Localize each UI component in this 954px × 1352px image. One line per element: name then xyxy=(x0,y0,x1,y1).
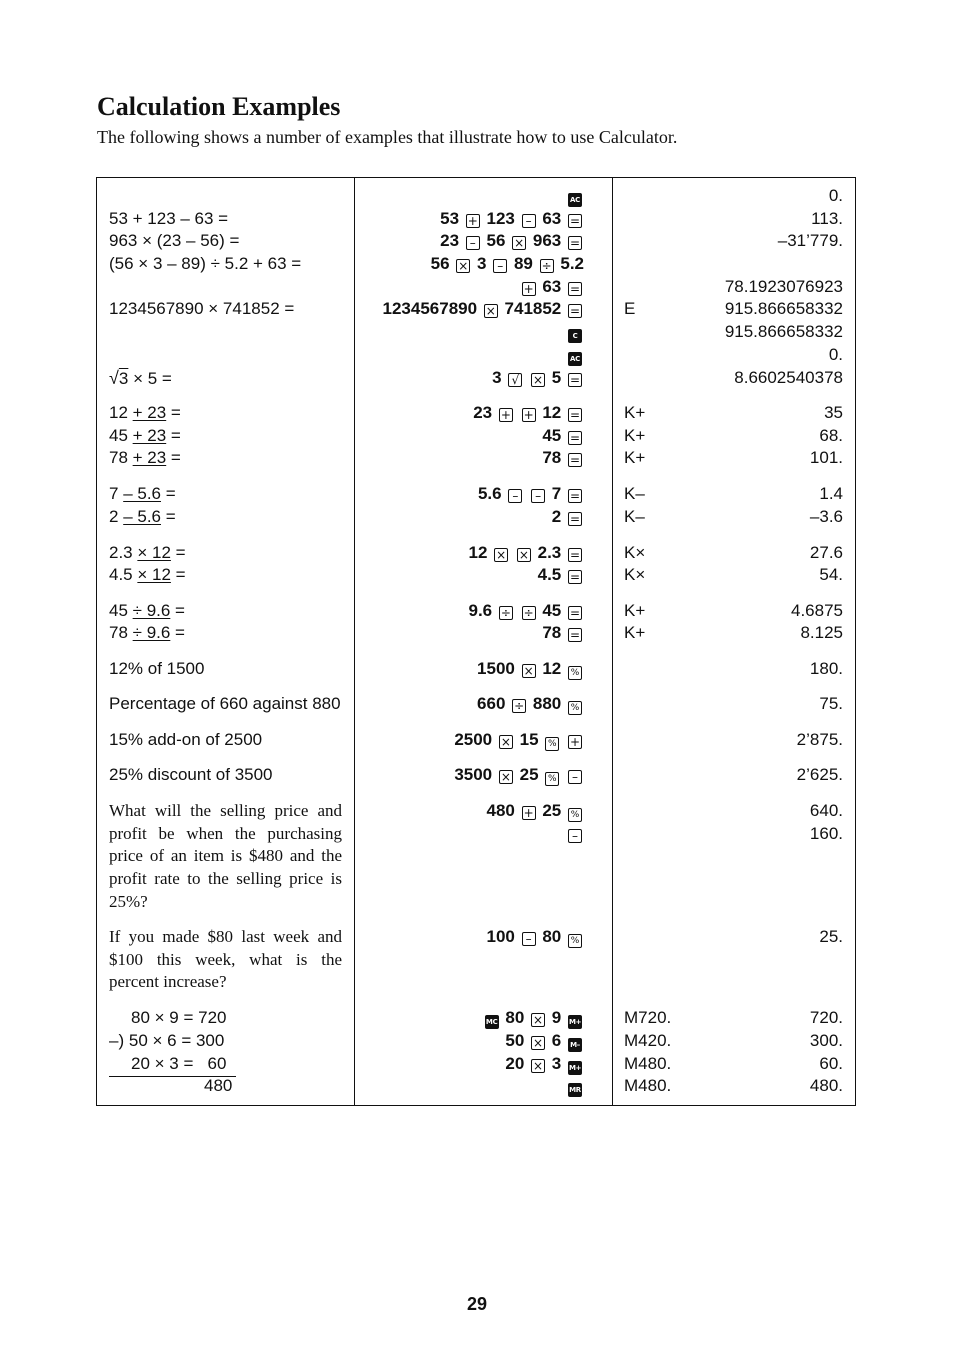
times-key-icon: × xyxy=(533,1013,544,1027)
examples-table xyxy=(96,177,856,1106)
key-sequence: 4.5 = xyxy=(537,565,581,584)
example-text: 20 × 3 = 60 xyxy=(131,1054,227,1073)
column-divider xyxy=(612,178,613,1105)
intro-text: The following shows a number of examples that illustrate how to use Calculator. xyxy=(97,127,678,147)
example-text: (56 × 3 – 89) ÷ 5.2 + 63 = xyxy=(109,254,302,273)
plus-key-icon: + xyxy=(523,806,534,820)
example-text: 15% add-on of 2500 xyxy=(109,730,263,749)
display-indicator: K+ xyxy=(624,403,646,422)
key-sequence: 9.6 ÷ ÷ 45 = xyxy=(468,601,581,620)
m-minus-key-icon: M– xyxy=(568,1038,582,1052)
percent-key-icon: % xyxy=(568,808,582,822)
display-value: 60. xyxy=(819,1054,843,1073)
example-text: 2.3 × 12 = xyxy=(109,543,186,562)
key-sequence xyxy=(566,185,584,207)
equals-key-icon: = xyxy=(569,282,581,296)
m-plus-key-icon: M+ xyxy=(568,1061,582,1075)
equals-key-icon: = xyxy=(569,512,581,526)
display-value: 915.866658332 xyxy=(724,322,843,341)
divide-key-icon: ÷ xyxy=(541,259,552,273)
display-value: 27.6 xyxy=(809,543,843,562)
key-sequence: 1500 × 12 % xyxy=(477,658,584,680)
key-sequence: 480 + 25 % xyxy=(487,800,585,822)
percent-key-icon: % xyxy=(568,934,582,948)
minus-key-icon: – xyxy=(568,829,582,843)
equals-key-icon: = xyxy=(569,214,581,228)
display-value: –31’779. xyxy=(777,231,843,250)
key-sequence xyxy=(566,321,584,343)
plus-key-icon: + xyxy=(569,735,581,749)
display-value: 113. xyxy=(811,209,843,228)
display-value: 180. xyxy=(809,659,843,678)
display-value: 480. xyxy=(809,1076,843,1095)
example-text: –) 50 × 6 = 300 xyxy=(109,1031,225,1050)
key-sequence: 660 ÷ 880 % xyxy=(477,693,584,715)
display-indicator: K– xyxy=(624,507,645,526)
times-key-icon: × xyxy=(496,548,507,562)
key-sequence: 100 – 80 % xyxy=(487,926,585,948)
equals-key-icon: = xyxy=(569,408,581,422)
mr-key-icon: MR xyxy=(568,1083,582,1097)
key-sequence: 53 + 123 – 63 = xyxy=(440,209,581,228)
example-text: 78 ÷ 9.6 = xyxy=(109,623,185,642)
display-indicator: K– xyxy=(624,484,645,503)
example-text: 45 + 23 = xyxy=(109,426,181,445)
key-sequence: 50 × 6 M– xyxy=(505,1030,584,1052)
equals-key-icon: = xyxy=(569,489,581,503)
minus-key-icon: – xyxy=(531,489,545,503)
display-value: 160. xyxy=(809,824,843,843)
display-value: 300. xyxy=(809,1031,843,1050)
word-problem-text: What will the selling price and profit be when the purchasing price of an item is $480 and the profit rate to the selling price is 25%? xyxy=(109,801,342,911)
key-sequence: 1234567890 × 741852 = xyxy=(382,299,581,318)
percent-key-icon: % xyxy=(568,701,582,715)
display-value: 68. xyxy=(819,426,843,445)
display-value: 720. xyxy=(809,1008,843,1027)
key-sequence: 78 = xyxy=(542,623,581,642)
times-key-icon: × xyxy=(514,236,525,250)
display-value: 35 xyxy=(824,403,843,422)
display-value: 915.866658332 xyxy=(724,299,843,318)
key-sequence: 2 = xyxy=(551,507,581,526)
example-text: 53 + 123 – 63 = xyxy=(109,209,229,228)
times-key-icon: × xyxy=(500,735,511,749)
divide-key-icon: ÷ xyxy=(523,606,534,620)
key-sequence: 20 × 3 M+ xyxy=(505,1054,582,1073)
display-value: 2’875. xyxy=(796,730,843,749)
word-problem-text: If you made $80 last week and $100 this week, what is the percent increase? xyxy=(109,927,342,992)
key-sequence: 12 × × 2.3 = xyxy=(468,543,581,562)
divide-key-icon: ÷ xyxy=(500,606,511,620)
display-value: 54. xyxy=(819,565,843,584)
display-value: 4.6875 xyxy=(791,601,843,620)
divide-key-icon: ÷ xyxy=(514,699,525,713)
example-text: 7 – 5.6 = xyxy=(109,484,176,503)
display-value: 8.125 xyxy=(800,623,843,642)
plus-key-icon: + xyxy=(523,282,534,296)
example-text: 78 + 23 = xyxy=(109,448,181,467)
page-title: Calculation Examples xyxy=(97,92,341,121)
ac-key-icon: AC xyxy=(568,193,582,207)
minus-key-icon: – xyxy=(522,214,536,228)
equals-key-icon: = xyxy=(569,373,581,387)
display-indicator: M720. xyxy=(624,1008,672,1027)
display-indicator: M480. xyxy=(624,1076,672,1095)
minus-key-icon: – xyxy=(508,489,522,503)
plus-key-icon: + xyxy=(467,214,478,228)
example-text: 45 ÷ 9.6 = xyxy=(109,601,185,620)
example-text: 80 × 9 = 720 xyxy=(131,1008,227,1027)
percent-key-icon: % xyxy=(568,666,582,680)
page-number: 29 xyxy=(466,1294,488,1314)
example-text: Percentage of 660 against 880 xyxy=(109,694,341,713)
key-sequence: 45 = xyxy=(542,426,581,445)
m-plus-key-icon: M+ xyxy=(568,1015,582,1029)
times-key-icon: × xyxy=(533,1059,544,1073)
minus-key-icon: – xyxy=(493,259,507,273)
example-text: 25% discount of 3500 xyxy=(109,765,273,784)
minus-key-icon: – xyxy=(466,236,480,250)
example-text: 4.5 × 12 = xyxy=(109,565,186,584)
display-value: 78.1923076923 xyxy=(724,277,843,296)
key-sequence: 23 + + 12 = xyxy=(473,403,581,422)
example-text: 12% of 1500 xyxy=(109,659,205,678)
key-sequence: 56 × 3 – 89 ÷ 5.2 xyxy=(430,254,584,273)
times-key-icon: × xyxy=(523,664,534,678)
display-indicator: M420. xyxy=(624,1031,672,1050)
key-sequence: 78 = xyxy=(542,448,581,467)
equals-key-icon: = xyxy=(569,628,581,642)
display-indicator: K× xyxy=(624,543,646,562)
display-indicator: K+ xyxy=(624,448,646,467)
example-text: √3 × 5 = xyxy=(109,368,172,388)
key-sequence: MC 80 × 9 M+ xyxy=(485,1008,582,1027)
display-indicator: M480. xyxy=(624,1054,672,1073)
display-indicator: E xyxy=(624,299,636,318)
example-text: 963 × (23 – 56) = xyxy=(109,231,240,250)
display-indicator: K+ xyxy=(624,623,646,642)
equals-key-icon: = xyxy=(569,236,581,250)
example-text: 1234567890 × 741852 = xyxy=(109,299,295,318)
plus-key-icon: + xyxy=(523,408,534,422)
key-sequence xyxy=(566,823,584,845)
c-key-icon: C xyxy=(568,329,582,343)
display-value: 101. xyxy=(809,448,843,467)
display-indicator: K+ xyxy=(624,426,646,445)
times-key-icon: × xyxy=(500,770,511,784)
times-key-icon: × xyxy=(458,259,469,273)
times-key-icon: × xyxy=(518,548,529,562)
display-indicator: K× xyxy=(624,565,646,584)
equals-key-icon: = xyxy=(569,606,581,620)
key-sequence: 2500 × 15 % + xyxy=(454,730,581,749)
equals-key-icon: = xyxy=(569,570,581,584)
times-key-icon: × xyxy=(533,373,544,387)
example-text: 2 – 5.6 = xyxy=(109,507,176,526)
equals-key-icon: = xyxy=(569,548,581,562)
plus-key-icon: + xyxy=(500,408,511,422)
times-key-icon: × xyxy=(485,304,496,318)
key-sequence xyxy=(566,1075,584,1097)
key-sequence: + 63 = xyxy=(523,277,581,296)
key-sequence xyxy=(566,344,584,366)
display-value: 0. xyxy=(828,345,843,364)
sqrt-key-icon: √ xyxy=(508,373,522,387)
equals-key-icon: = xyxy=(569,453,581,467)
example-text: 12 + 23 = xyxy=(109,403,181,422)
equals-key-icon: = xyxy=(569,304,581,318)
ac-key-icon: AC xyxy=(568,352,582,366)
equals-key-icon: = xyxy=(569,431,581,445)
display-value: 0. xyxy=(828,186,843,205)
mc-key-icon: MC xyxy=(485,1015,499,1029)
display-value: –3.6 xyxy=(809,507,843,526)
key-sequence: 3 √ × 5 = xyxy=(492,368,581,387)
display-value: 640. xyxy=(809,801,843,820)
display-value: 1.4 xyxy=(819,484,843,503)
display-value: 25. xyxy=(819,927,843,946)
display-indicator: K+ xyxy=(624,601,646,620)
minus-key-icon: – xyxy=(568,770,582,784)
key-sequence: 5.6 – – 7 = xyxy=(477,484,581,503)
key-sequence: 3500 × 25 % – xyxy=(454,764,584,786)
minus-key-icon: – xyxy=(522,932,536,946)
key-sequence: 23 – 56 × 963 = xyxy=(440,231,581,250)
sqrt-icon: √ xyxy=(109,368,119,388)
times-key-icon: × xyxy=(533,1036,544,1050)
display-value: 75. xyxy=(819,694,843,713)
column-divider xyxy=(354,178,355,1105)
percent-key-icon: % xyxy=(545,737,559,751)
display-value: 8.6602540378 xyxy=(734,368,843,387)
percent-key-icon: % xyxy=(545,772,559,786)
display-value: 2’625. xyxy=(796,765,843,784)
example-text: 480 xyxy=(204,1076,233,1095)
